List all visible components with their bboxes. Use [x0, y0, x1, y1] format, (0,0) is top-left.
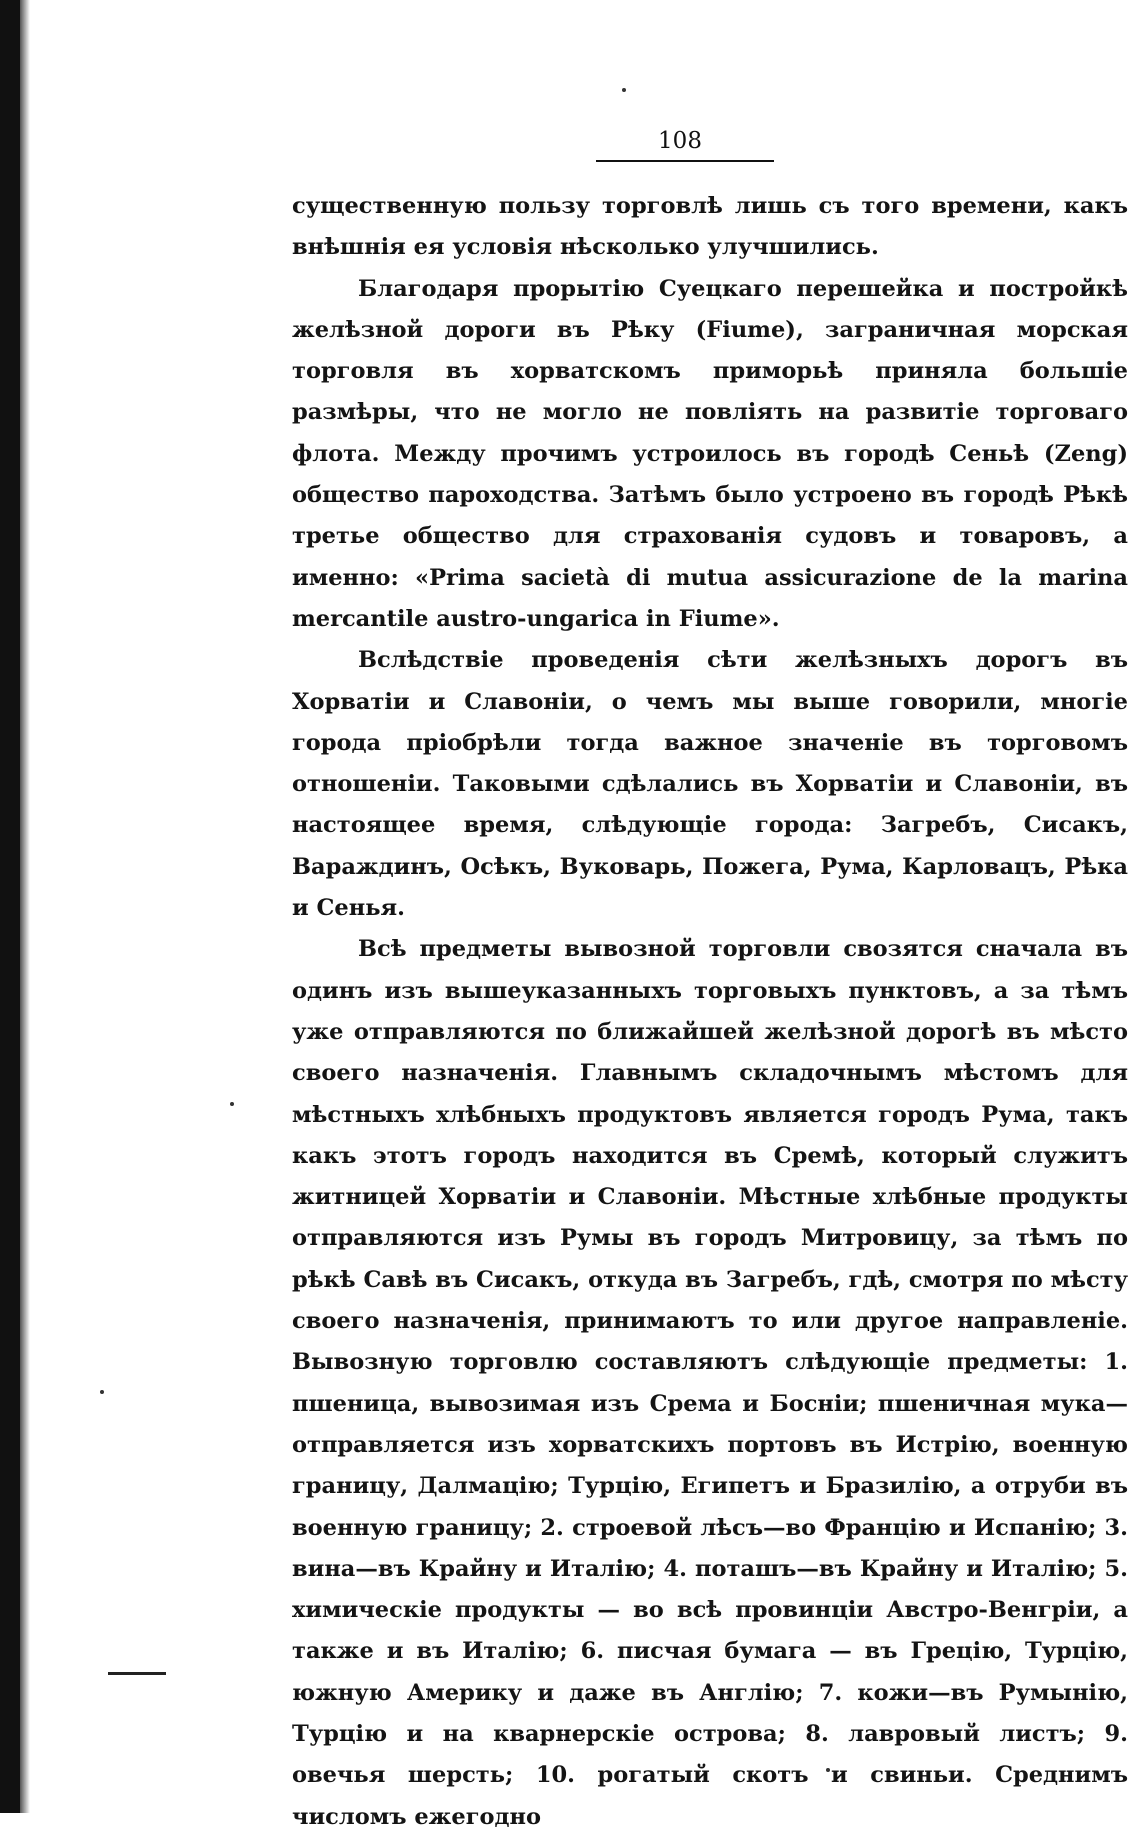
spine-shadow [0, 0, 20, 1813]
paragraph-2: Благодаря прорытію Суецкаго перешейка и постройкѣ желѣзной дороги въ Рѣку (Fiume), заграничная морская торговля въ хорватскомъ приморьѣ приняла большіе размѣры, что не могло не повліять на развитіе торговаго флота. Между прочимъ устроилось въ городѣ Сеньѣ (Zeng) общество пароходства. Затѣмъ было устроено въ городѣ Рѣкѣ третье общество для страхованія судовъ и товаровъ, а именно: «Prima sacietà di mutua assicurazione de la marina mercantile austro-ungarica in Fiume». [292, 275, 1128, 632]
speck-mark [230, 1102, 234, 1106]
margin-mark [108, 1672, 166, 1675]
body-text [292, 186, 1128, 1838]
speck-mark [100, 1390, 104, 1394]
paragraph-3: Вслѣдствіе проведенія сѣти желѣзныхъ дорогъ въ Хорватіи и Славоніи, о чемъ мы выше говорили, многіе города пріобрѣли тогда важное значеніе въ торговомъ отношеніи. Таковыми сдѣлались въ Хорватіи и Славоніи, въ настоящее время, слѣдующіе города: Загребъ, Сисакъ, Вараждинъ, Осѣкъ, Вуковарь, Пожега, Рума, Карловацъ, Рѣка и Сенья. [292, 647, 1128, 922]
header-rule [596, 160, 774, 162]
spine-fade [20, 0, 30, 1813]
paragraph-1: существенную пользу торговлѣ лишь съ того времени, какъ внѣшнія ея условія нѣсколько улучшились. [292, 193, 1128, 261]
speck-mark [622, 88, 626, 92]
page-number: 108 [658, 128, 702, 154]
paragraph-4: Всѣ предметы вывозной торговли свозятся сначала въ одинъ изъ вышеуказанныхъ торговыхъ пунктовъ, а за тѣмъ уже отправляются по ближайшей желѣзной дорогѣ въ мѣсто своего назначенія. Главнымъ складочнымъ мѣстомъ для мѣстныхъ хлѣбныхъ продуктовъ является городъ Рума, такъ какъ этотъ городъ находится въ Сремѣ, который служитъ житницей Хорватіи и Славоніи. Мѣстные хлѣбные продукты отправляются изъ Румы въ городъ Митровицу, за тѣмъ по рѣкѣ Савѣ въ Сисакъ, откуда въ Загребъ, гдѣ, смотря по мѣсту своего назначенія, принимаютъ то или другое направленіе. Вывозную торговлю составляютъ слѣдующіе предметы: 1. пшеница, вывозимая изъ Срема и Босніи; пшеничная мука—отправляется изъ хорватскихъ портовъ въ Истрію, военную границу, Далмацію; Турцію, Египетъ и Бразилію, а отруби въ военную границу; 2. строевой лѣсъ—во Францію и Испанію; 3. вина—въ Крайну и Италію; 4. поташъ—въ Крайну и Италію; 5. химическіе продукты — во всѣ провинціи Австро-Венгріи, а также и въ Италію; 6. писчая бумага — въ Грецію, Турцію, южную Америку и даже въ Англію; 7. кожи—въ Румынію, Турцію и на кварнерскіе острова; 8. лавровый листъ; 9. овечья шерсть; 10. рогатый скотъ и свиньи. Среднимъ числомъ ежегодно [292, 936, 1128, 1830]
